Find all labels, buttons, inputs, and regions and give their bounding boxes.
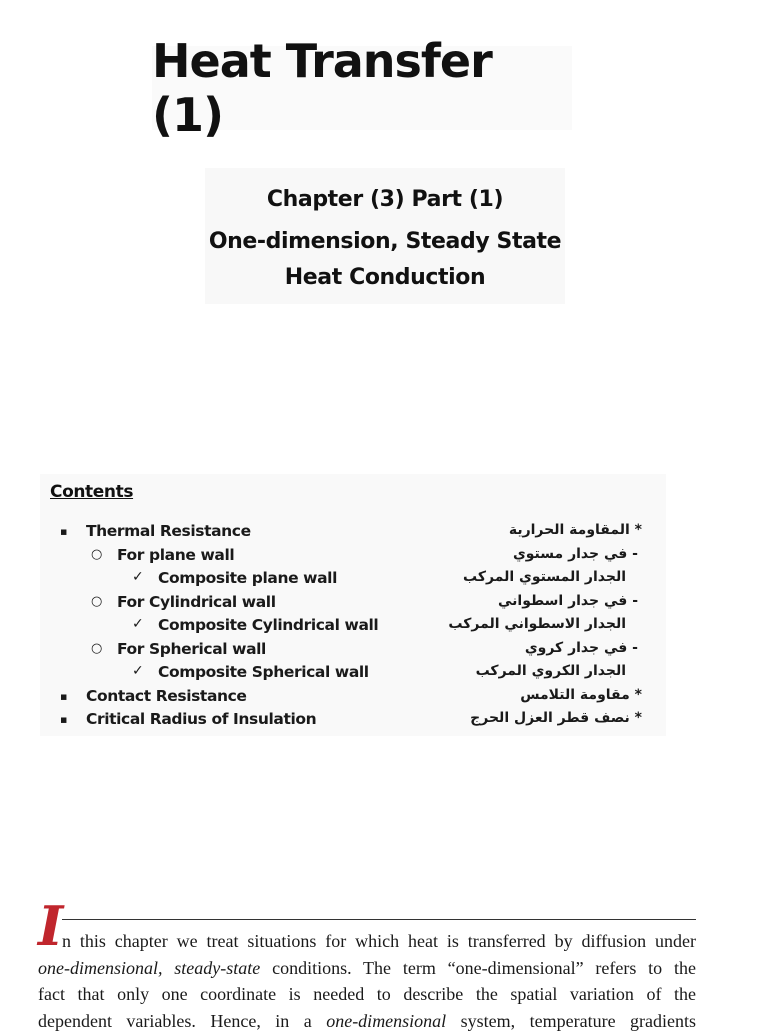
contents-item-ar: الجدار الكروي المركب bbox=[476, 663, 626, 679]
section-divider bbox=[62, 919, 696, 920]
contents-section bbox=[40, 474, 666, 736]
paragraph-line: fact that only one coordinate is needed to describe the spatial variation of the bbox=[38, 981, 696, 1008]
chapter-subtitle-line-1: One-dimension, Steady State bbox=[205, 224, 565, 260]
paragraph-line bbox=[38, 955, 696, 982]
paragraph-text: dependent variables. Hence, in a bbox=[38, 1011, 326, 1031]
contents-item bbox=[40, 593, 666, 616]
checkmark-bullet-icon: ✓ bbox=[132, 616, 143, 632]
contents-item-ar: - في جدار كروي bbox=[525, 640, 638, 656]
title-block bbox=[152, 46, 572, 130]
contents-item bbox=[40, 710, 666, 733]
italic-term: one-dimensional bbox=[326, 1011, 446, 1031]
contents-item-en: Composite Spherical wall bbox=[158, 663, 369, 681]
italic-term: one-dimensional, steady-state bbox=[38, 958, 260, 978]
contents-heading: Contents bbox=[50, 482, 133, 502]
contents-item-en: Critical Radius of Insulation bbox=[86, 710, 316, 728]
contents-item-en: Composite plane wall bbox=[158, 569, 337, 587]
circle-bullet-icon: ○ bbox=[91, 547, 102, 562]
paragraph-text: system, temperature gradients bbox=[446, 1011, 696, 1031]
page-title: Heat Transfer (1) bbox=[152, 34, 572, 142]
contents-item-ar: - في جدار مستوي bbox=[513, 546, 638, 562]
square-bullet-icon: ▪ bbox=[60, 690, 67, 703]
contents-item-ar: - في جدار اسطواني bbox=[498, 593, 638, 609]
contents-item-ar: * مقاومة التلامس bbox=[520, 687, 642, 703]
drop-cap: I bbox=[38, 896, 63, 956]
paragraph-line: n this chapter we treat situations for which heat is transferred by diffusion under bbox=[38, 928, 696, 955]
contents-item bbox=[40, 546, 666, 569]
contents-item bbox=[40, 569, 666, 592]
checkmark-bullet-icon: ✓ bbox=[132, 663, 143, 679]
contents-item-en: For plane wall bbox=[117, 546, 234, 564]
checkmark-bullet-icon: ✓ bbox=[132, 569, 143, 585]
contents-item-ar: الجدار المستوي المركب bbox=[463, 569, 626, 585]
contents-item-ar: * نصف قطر العزل الحرج bbox=[470, 710, 642, 726]
contents-item bbox=[40, 616, 666, 639]
contents-item-ar: الجدار الاسطواني المركب bbox=[448, 616, 626, 632]
contents-item bbox=[40, 687, 666, 710]
square-bullet-icon: ▪ bbox=[60, 713, 67, 726]
contents-item bbox=[40, 640, 666, 663]
contents-item-en: For Spherical wall bbox=[117, 640, 266, 658]
chapter-subtitle-line-2: Heat Conduction bbox=[205, 260, 565, 296]
contents-item-en: Composite Cylindrical wall bbox=[158, 616, 378, 634]
contents-item-en: For Cylindrical wall bbox=[117, 593, 276, 611]
paragraph-text: conditions. The term “one-dimensional” refers to the bbox=[260, 958, 696, 978]
contents-item bbox=[40, 663, 666, 686]
square-bullet-icon: ▪ bbox=[60, 525, 67, 538]
chapter-part-heading: Chapter (3) Part (1) bbox=[205, 182, 565, 218]
chapter-block bbox=[205, 168, 565, 304]
contents-item-ar: * المقاومة الحرارية bbox=[509, 522, 642, 538]
intro-paragraph bbox=[38, 928, 696, 1034]
contents-item-en: Thermal Resistance bbox=[86, 522, 251, 540]
circle-bullet-icon: ○ bbox=[91, 594, 102, 609]
contents-item bbox=[40, 522, 666, 545]
paragraph-line bbox=[38, 1008, 696, 1034]
contents-item-en: Contact Resistance bbox=[86, 687, 247, 705]
circle-bullet-icon: ○ bbox=[91, 641, 102, 656]
